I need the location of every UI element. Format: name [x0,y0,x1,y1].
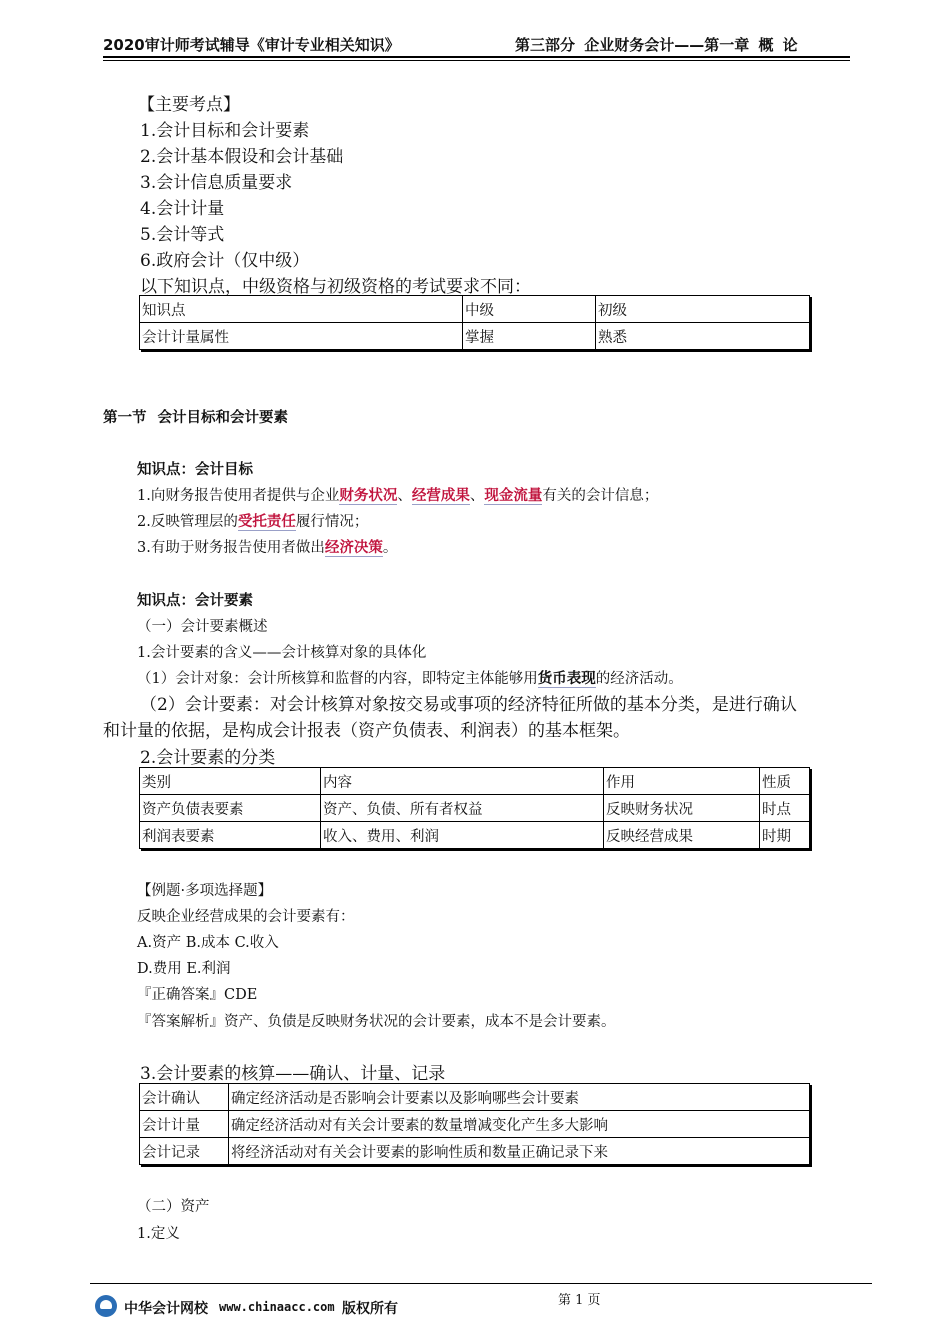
table-cell: 会计计量 [140,1111,229,1138]
subsection-title: （二）资产 [137,1199,210,1215]
table-cell: 会计记录 [140,1138,229,1165]
keyword-highlight: 经营成果 [411,487,470,504]
table-cell: 收入、费用、利润 [321,822,604,849]
key-point-item: 1.会计目标和会计要素 [140,121,310,141]
table-cell: 作用 [604,768,760,795]
brand-url[interactable]: www.chinaacc.com [219,1300,335,1314]
definition-line: 1.定义 [137,1226,180,1242]
table-cell: 会计计量属性 [140,323,463,350]
brand-logo-icon [95,1295,117,1317]
table-cell: 时期 [760,822,810,849]
footer-rule [90,1283,872,1284]
classification-title: 2.会计要素的分类 [140,748,276,768]
header-rule [103,56,850,58]
table-row [140,1111,810,1138]
table-cell: 资产、负债、所有者权益 [321,795,604,822]
header-left: 2020审计师考试辅导《审计专业相关知识》 [103,36,400,54]
goal-line-3: 3.有助于财务报告使用者做出经济决策。 [137,539,398,556]
example-title: 【例题·多项选择题】 [137,883,273,899]
table-row [140,323,810,350]
table-cell: 类别 [140,768,321,795]
keyword-highlight: 现金流量 [484,487,543,504]
header-rule-thin [103,60,850,61]
example-analysis: 『答案解析』资产、负债是反映财务状况的会计要素，成本不是会计要素。 [137,1014,616,1030]
keyword-highlight: 受托责任 [237,513,296,530]
level-comparison-table [139,295,810,350]
table-row [140,1084,810,1111]
key-point-item: 3.会计信息质量要求 [140,173,293,193]
table-cell: 确定经济活动对有关会计要素的数量增减变化产生多大影响 [229,1111,810,1138]
table-cell: 内容 [321,768,604,795]
section-title: 第一节 会计目标和会计要素 [103,410,289,426]
table-cell: 中级 [463,296,596,323]
goal-line-2: 2.反映管理层的受托责任履行情况； [137,513,369,530]
table-row [140,822,810,849]
element-classification-table [139,767,810,849]
table-cell: 资产负债表要素 [140,795,321,822]
table-cell: 初级 [596,296,810,323]
accounting-title: 3.会计要素的核算——确认、计量、记录 [140,1064,446,1084]
table-cell: 性质 [760,768,810,795]
brand-name: 中华会计网校 [124,1301,208,1317]
table-cell: 利润表要素 [140,822,321,849]
key-point-item: 2.会计基本假设和会计基础 [140,147,344,167]
table-cell: 熟悉 [596,323,810,350]
example-answer: 『正确答案』CDE [137,987,258,1003]
table-cell: 反映财务状况 [604,795,760,822]
example-options: A.资产 B.成本 C.收入 [137,935,279,951]
goal-line-1: 1.向财务报告使用者提供与企业财务状况、经营成果、现金流量有关的会计信息； [137,487,659,504]
key-point-item: 5.会计等式 [140,225,225,245]
kp-goal-title: 知识点：会计目标 [137,462,253,478]
key-point-item: 4.会计计量 [140,199,225,219]
key-points-heading: 【主要考点】 [138,95,240,115]
table-header-row [140,768,810,795]
table-header-row [140,296,810,323]
para-2-line-2: 和计量的依据，是构成会计报表（资产负债表、利润表）的基本框架。 [103,721,630,741]
table-cell: 将经济活动对有关会计要素的影响性质和数量正确记录下来 [229,1138,810,1165]
accounting-process-table [139,1083,810,1165]
key-points-note: 以下知识点，中级资格与初级资格的考试要求不同： [140,277,531,297]
table-cell: 反映经营成果 [604,822,760,849]
copyright: 版权所有 [342,1301,398,1317]
keyword-highlight: 财务状况 [339,487,398,504]
key-point-item: 6.政府会计（仅中级） [140,251,310,271]
keyword-highlight: 货币表现 [537,670,596,687]
table-cell: 掌握 [463,323,596,350]
para-2-line-1: （2）会计要素：对会计核算对象按交易或事项的经济特征所做的基本分类，是进行确认 [140,695,797,715]
table-row [140,1138,810,1165]
example-question: 反映企业经营成果的会计要素有： [137,909,355,925]
keyword-highlight: 经济决策 [324,539,383,556]
table-cell: 时点 [760,795,810,822]
kp-elements-title: 知识点：会计要素 [137,593,253,609]
table-cell: 知识点 [140,296,463,323]
header-right: 第三部分 企业财务会计——第一章 概 论 [515,36,798,54]
subsection-title: （一）会计要素概述 [137,619,268,635]
table-cell: 确定经济活动是否影响会计要素以及影响哪些会计要素 [229,1084,810,1111]
table-row [140,795,810,822]
definition-line: 1.会计要素的含义——会计核算对象的具体化 [137,645,427,661]
table-cell: 会计确认 [140,1084,229,1111]
para-1: （1）会计对象：会计所核算和监督的内容，即特定主体能够用货币表现的经济活动。 [137,670,683,687]
example-options: D.费用 E.利润 [137,961,231,977]
page-number: 第 1 页 [558,1293,601,1308]
